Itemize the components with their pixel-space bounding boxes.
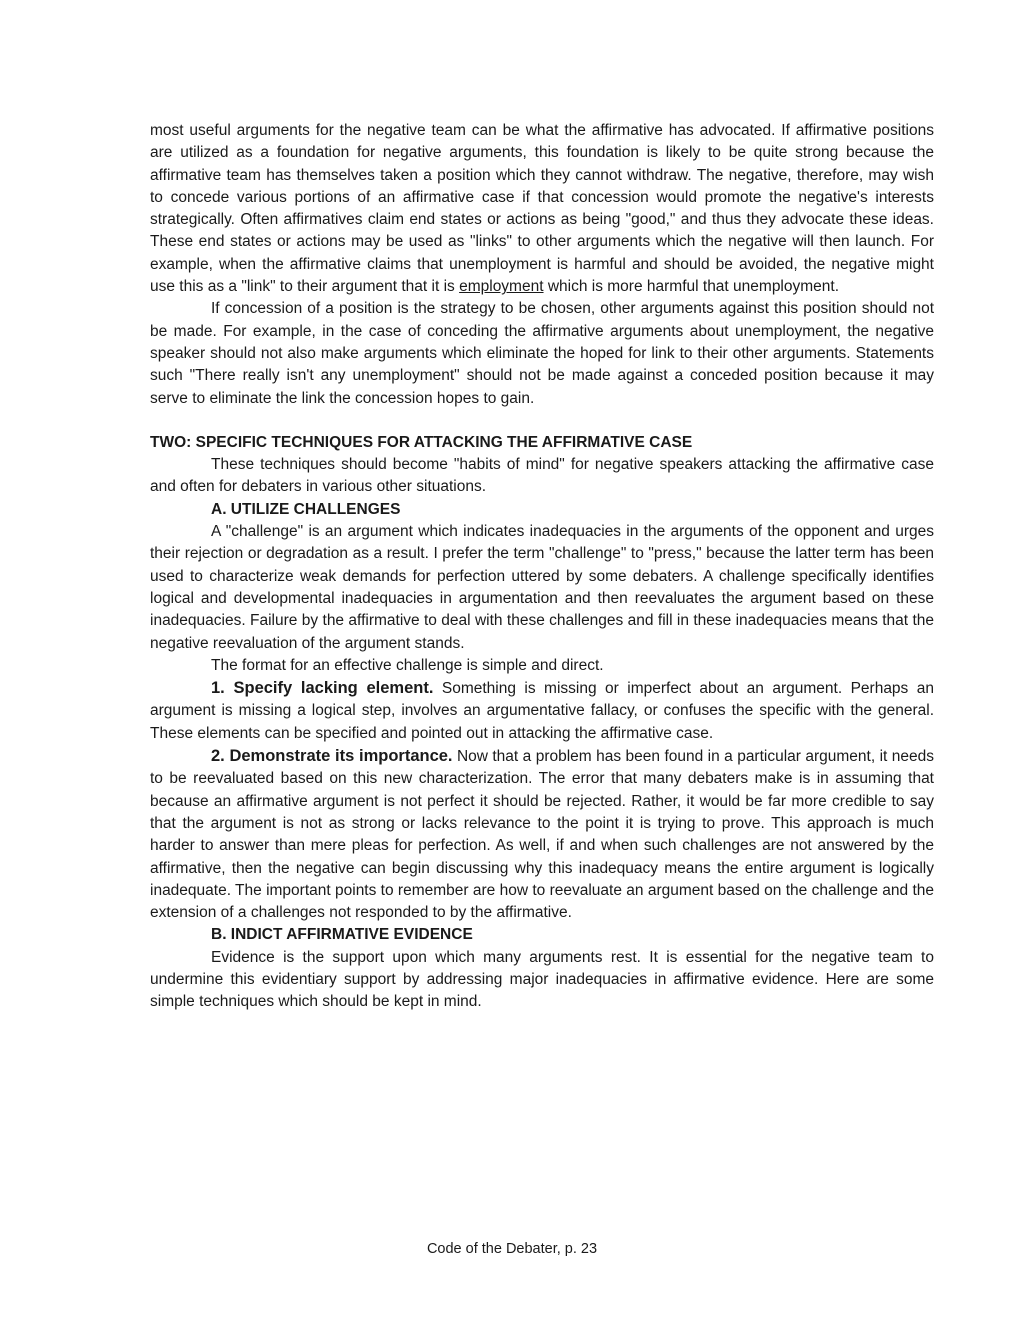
paragraph-challenge-definition: A "challenge" is an argument which indicates inadequacies in the arguments of the opponent and urges their rejection or degradation as a result. I prefer the term "challenge" to "press," because the latter term has been used to characterize weak demands for perfection uttered by some debaters. A challenge specifically identifies logical and developmental inadequacies in argumentation and then reevaluates the argument based on these inadequacies. Failure by the affirmative to deal with these challenges and fill in these inadequacies means that the negative reevaluation of the argument stands. [150, 523, 934, 652]
paragraph-challenge-format: The format for an effective challenge is simple and direct. [211, 656, 604, 674]
subheading-indict-evidence: B. INDICT AFFIRMATIVE EVIDENCE [211, 926, 473, 944]
paragraph-text: most useful arguments for the negative team can be what the affirmative has advocated. If affirmative positions are utilized as a foundation for negative arguments, this foundation is likely to be quite strong because the affirmative team has themselves taken a position which they cannot withdraw. The negative, therefore, may wish to concede various portions of an affirmative case if that concession would promote the negative's interests strategically. Often affirmatives claim end states or actions as being "good," and thus they advocate these ideas. These end states or actions may be used as "links" to other arguments which the negative will then launch. For example, when the affirmative claims that unemployment is harmful and should be avoided, the negative might use this as a "link" to their argument that it is [150, 122, 934, 296]
paragraph-text: Something is missing or imperfect about an argument. Perhaps an argument is missing a logical step, involves an argumentative fallacy, or confuses the specific with the general. These elements can be specified and pointed out in attacking the affirmative case. [150, 680, 934, 742]
paragraph-text: which is more harmful that unemployment. [543, 278, 840, 296]
paragraph-specify-element [150, 677, 934, 745]
subheading-utilize-challenges: A. UTILIZE CHALLENGES [211, 500, 401, 518]
page-body [150, 120, 934, 1014]
paragraph-concession-intro [150, 120, 934, 298]
spacer [150, 410, 934, 432]
page-footer: Code of the Debater, p. 23 [426, 1241, 598, 1257]
paragraph-demonstrate-importance [150, 745, 934, 924]
paragraph-evidence: Evidence is the support upon which many arguments rest. It is essential for the negative team to undermine this evidentiary support by addressing major inadequacies in affirmative evidence. Here are some simple techniques which should be kept in mind. [150, 948, 934, 1011]
paragraph-habits-of-mind: These techniques should become "habits of mind" for negative speakers attacking the affirmative case and often for debaters in various other situations. [150, 456, 934, 496]
paragraph-concession-strategy: If concession of a position is the strategy to be chosen, other arguments against this position should not be made. For example, in the case of conceding the affirmative arguments about unemployment, the negative speaker should not also make arguments which eliminate the hoped for link to their other arguments. Statements such "There really isn't any unemployment" should not be made against a conceded position because it may serve to eliminate the link the concession hopes to gain. [150, 300, 934, 407]
step-lead: 1. Specify lacking element. [211, 679, 434, 698]
underlined-word: employment [459, 278, 544, 296]
step-lead: 2. Demonstrate its importance. [211, 747, 453, 766]
paragraph-text: Now that a problem has been found in a particular argument, it needs to be reevaluated based on this new characterization. The error that many debaters make is in assuming that because an affirmative argument is not perfect it should be rejected. Rather, it would be far more credible to say that the argument is not as strong or lacks relevance to the point it is trying to prove. This approach is much harder to answer than mere pleas for perfection. As well, if and when such challenges are not answered by the affirmative, then the negative can begin discussing why this inadequacy means the entire argument is logically inadequate. The important points to remember are how to reevaluate an argument based on the challenge and the extension of a challenges not responded to by the affirmative. [150, 748, 934, 922]
section-heading: TWO: SPECIFIC TECHNIQUES FOR ATTACKING THE AFFIRMATIVE CASE [150, 433, 693, 451]
